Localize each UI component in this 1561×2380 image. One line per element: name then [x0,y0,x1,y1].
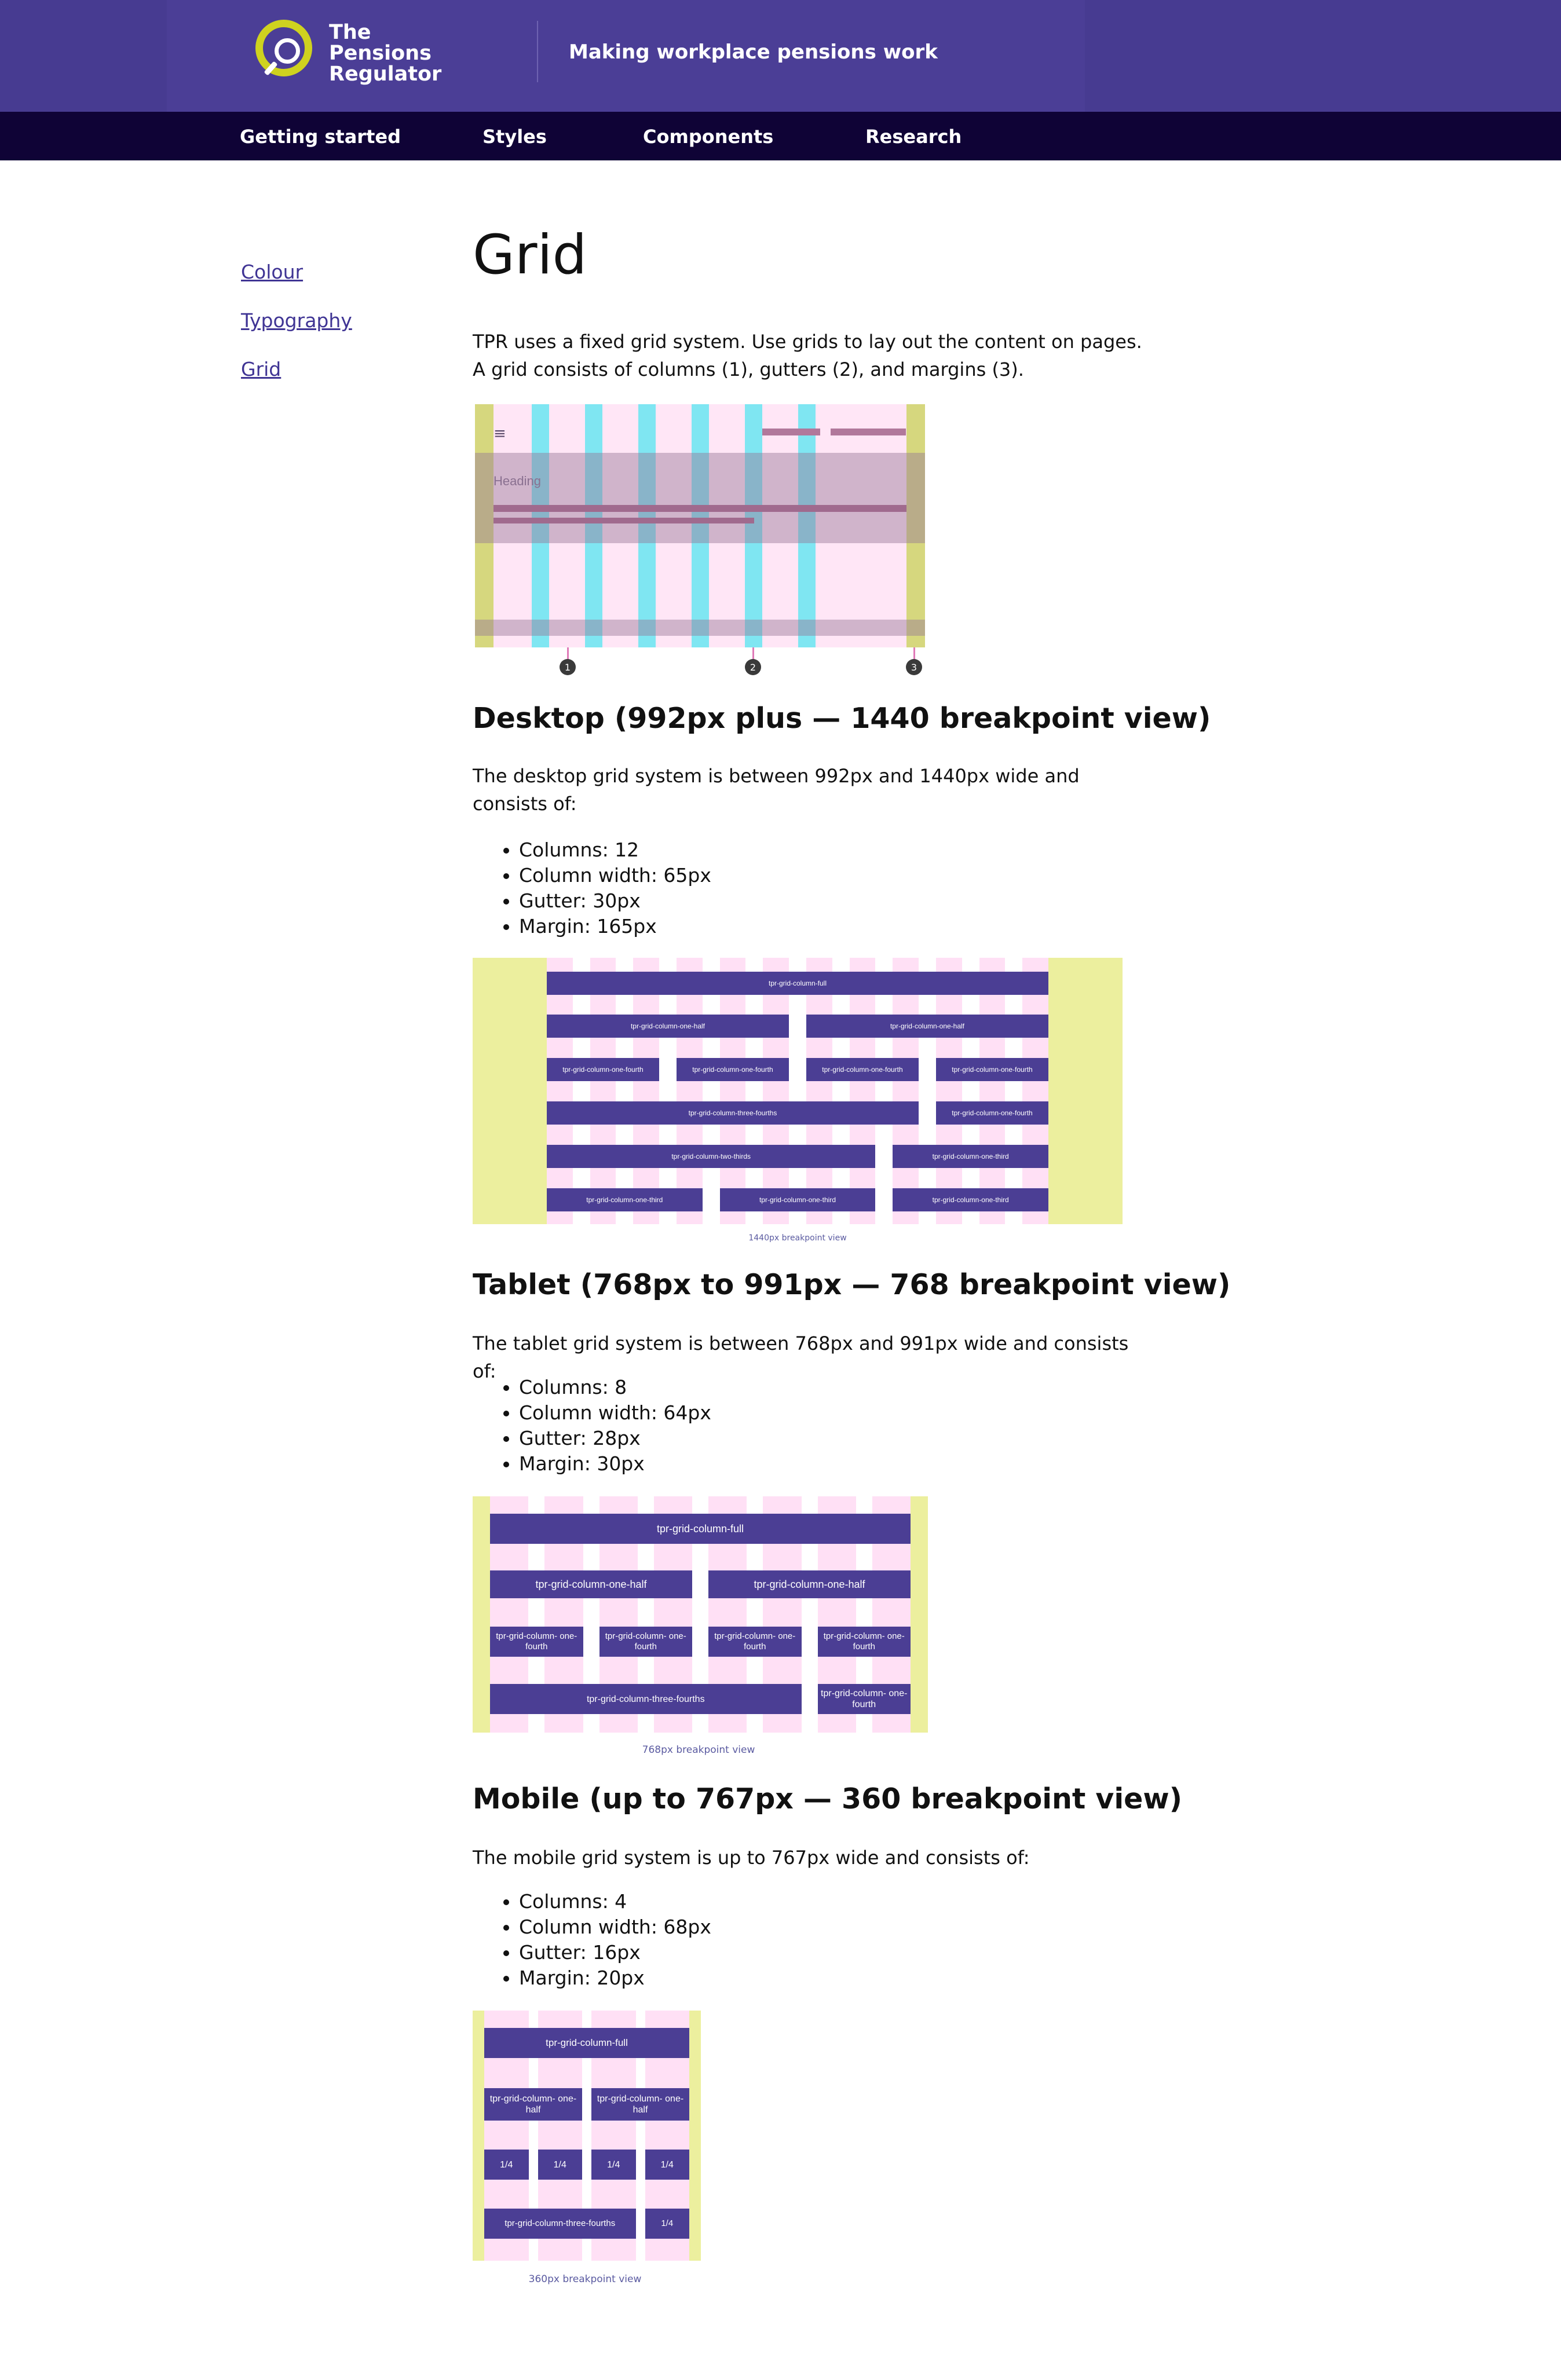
grid-block: 1/4 [645,2209,690,2239]
desktop-grid-figure [473,958,1123,1224]
grid-block: tpr-grid-column-one-fourth [547,1058,659,1081]
grid-block: tpr-grid-column- one-fourth [818,1627,911,1657]
footer-overlay [475,620,925,636]
tablet-spec-list [496,1375,711,1477]
grid-column [720,958,746,1224]
marker-pin [913,647,915,660]
grid-column [633,958,659,1224]
list-item: • Columns: 4 [519,1889,711,1914]
list-item: • Gutter: 28px [519,1426,711,1451]
marker-pin [567,647,569,660]
grid-block: tpr-grid-column-one-third [547,1188,703,1211]
marker-dot: 2 [745,659,761,675]
mobile-spec-list [496,1889,711,1991]
grid-column [763,958,789,1224]
content-overlay [475,453,925,543]
grid-block: tpr-grid-column- one-fourth [818,1684,911,1714]
grid-block: tpr-grid-column-one-fourth [936,1058,1048,1081]
list-item: • Column width: 65px [519,863,711,888]
tablet-grid-figure [473,1496,928,1733]
grid-block: tpr-grid-column-two-thirds [547,1145,875,1168]
list-item: • Margin: 20px [519,1965,711,1991]
nav-item-styles[interactable]: Styles [482,126,547,148]
grid-block: tpr-grid-column-one-fourth [677,1058,789,1081]
logo-line: Pensions [329,42,432,65]
mobile-caption: 360px breakpoint view [528,2273,642,2285]
grid-block: tpr-grid-column- one-fourth [599,1627,693,1657]
nav-item-getting-started[interactable]: Getting started [240,126,401,148]
grid-column [850,958,876,1224]
grid-block: tpr-grid-column- one-half [591,2088,689,2121]
grid-block: tpr-grid-column-one-half [547,1015,789,1038]
marker-pin [752,647,754,660]
nav-placeholder [831,429,906,435]
grid-block: 1/4 [484,2150,529,2180]
mobile-description: The mobile grid system is up to 767px wide and consists of: [473,1847,1030,1869]
grid-column [936,958,962,1224]
list-item: • Margin: 30px [519,1451,711,1477]
mobile-grid-figure [473,2011,701,2261]
list-item: • Columns: 12 [519,837,711,863]
desktop-heading: Desktop (992px plus — 1440 breakpoint view) [473,702,1211,735]
text-placeholder [493,518,754,523]
grid-column [590,958,616,1224]
grid-block: tpr-grid-column-three-fourths [484,2209,636,2239]
list-item: • Margin: 165px [519,914,711,939]
grid-block: tpr-grid-column-three-fourths [547,1101,919,1125]
mobile-heading: Mobile (up to 767px — 360 breakpoint view) [473,1782,1183,1815]
grid-block: tpr-grid-column-one-third [720,1188,876,1211]
grid-block: tpr-grid-column-full [484,2028,689,2058]
page-title: Grid [473,224,587,287]
diagram-heading-label: Heading [493,474,541,488]
list-item: • Column width: 64px [519,1400,711,1426]
site-header [0,0,1561,112]
grid-block: 1/4 [538,2150,583,2180]
logo-text[interactable] [329,22,441,85]
grid-block: tpr-grid-column-full [547,972,1048,995]
menu-icon: ≡ [493,425,506,442]
grid-block: tpr-grid-column-full [490,1514,911,1544]
grid-block: tpr-grid-column- one-half [484,2088,582,2121]
list-item: • Column width: 68px [519,1914,711,1940]
list-item: • Gutter: 16px [519,1940,711,1965]
desktop-caption: 1440px breakpoint view [748,1233,847,1243]
grid-block: tpr-grid-column-one-half [490,1570,692,1598]
grid-column [806,958,832,1224]
grid-column [677,958,703,1224]
sidebar-item-typography[interactable]: Typography [241,309,352,332]
nav-placeholder [762,429,820,435]
intro-text: TPR uses a fixed grid system. Use grids to lay out the content on pages. A grid consists of columns (1), gutters (2), and margins (3). [473,331,1142,380]
grid-block: tpr-grid-column-one-fourth [936,1101,1048,1125]
marker-dot: 1 [560,659,576,675]
grid-block: tpr-grid-column-one-half [708,1570,911,1598]
grid-anatomy-diagram [475,404,925,682]
tagline: Making workplace pensions work [569,41,938,64]
main-nav [0,112,1561,160]
tablet-caption: 768px breakpoint view [642,1744,755,1756]
desktop-spec-list [496,837,711,939]
grid-block: tpr-grid-column-one-half [806,1015,1048,1038]
grid-column [893,958,919,1224]
grid-block: 1/4 [591,2150,636,2180]
logo-line: Regulator [329,63,442,86]
nav-item-research[interactable]: Research [865,126,962,148]
list-item: • Gutter: 30px [519,888,711,914]
grid-block: tpr-grid-column- one-fourth [490,1627,583,1657]
grid-block: tpr-grid-column-one-third [893,1188,1048,1211]
grid-block: tpr-grid-column-one-third [893,1145,1048,1168]
header-divider [537,21,538,82]
nav-item-components[interactable]: Components [643,126,774,148]
logo-line: The [329,21,371,44]
grid-margin-right [1048,958,1123,1224]
list-item: • Columns: 8 [519,1375,711,1400]
grid-margin-right [689,2011,701,2261]
grid-margin-right [911,1496,928,1733]
text-placeholder [493,505,906,512]
tablet-description: The tablet grid system is between 768px and 991px wide and consists of: [473,1332,1129,1382]
marker-dot: 3 [906,659,922,675]
grid-margin-left [473,2011,484,2261]
sidebar-item-grid[interactable]: Grid [241,358,282,380]
sidebar-item-colour[interactable]: Colour [241,261,304,283]
grid-block: tpr-grid-column- one-fourth [708,1627,802,1657]
grid-block: tpr-grid-column-three-fourths [490,1684,802,1714]
tablet-heading: Tablet (768px to 991px — 768 breakpoint view) [473,1268,1231,1301]
logo-icon[interactable] [255,20,312,76]
grid-margin-left [473,958,547,1224]
desktop-description: The desktop grid system is between 992px and 1440px wide and consists of: [473,765,1080,815]
grid-column [979,958,1006,1224]
grid-column [1022,958,1048,1224]
grid-margin-left [473,1496,490,1733]
grid-column [547,958,573,1224]
grid-block: tpr-grid-column-one-fourth [806,1058,919,1081]
grid-block: 1/4 [645,2150,690,2180]
